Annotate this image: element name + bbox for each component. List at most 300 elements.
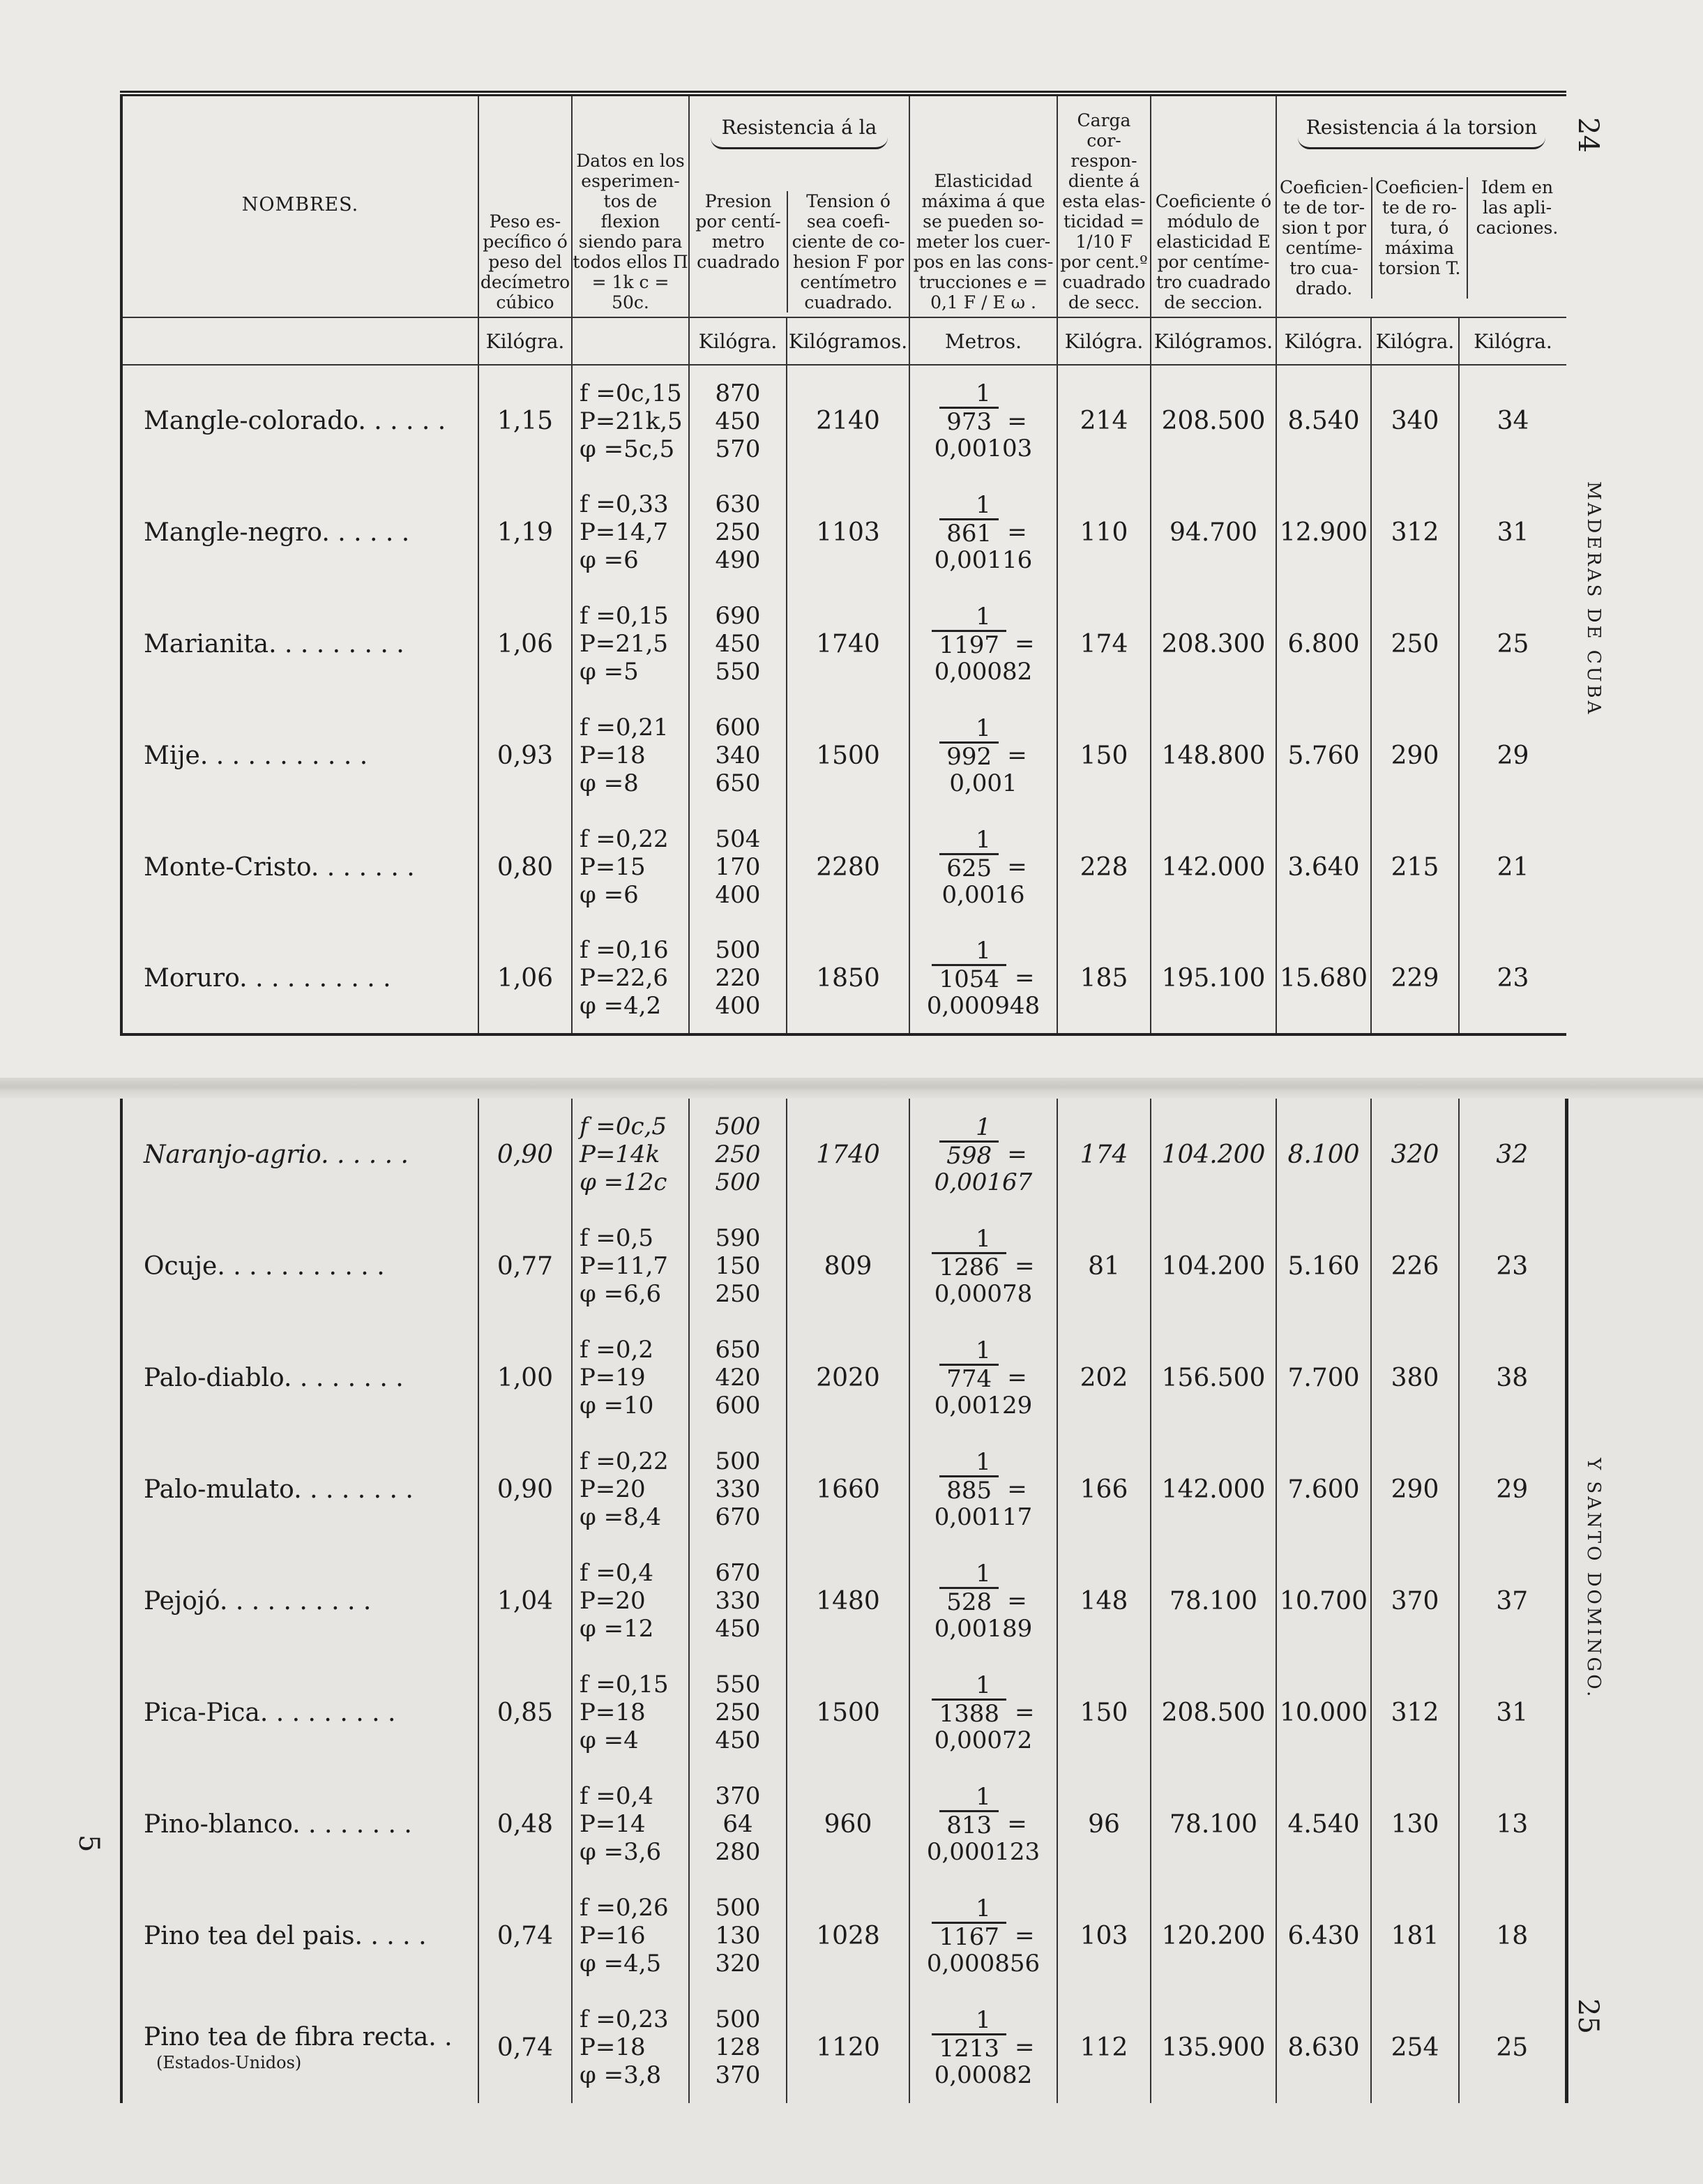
elasticidad-decimal: 0,000856 <box>926 1949 1040 1978</box>
wood-name <box>121 1322 478 1433</box>
presion-1: 670 <box>715 1559 761 1587</box>
presion-3: 450 <box>715 1726 761 1754</box>
coef-rotura: 130 <box>1371 1768 1459 1880</box>
presion-1: 650 <box>715 1336 761 1364</box>
elasticidad-decimal: 0,001 <box>949 769 1017 797</box>
modulo-elasticidad: 142.000 <box>1151 811 1276 923</box>
flecha-f: f =0,2 <box>580 1336 653 1364</box>
flecha-f: f =0,33 <box>580 490 669 518</box>
presion-3: 570 <box>715 435 761 463</box>
presion-values <box>689 1433 787 1545</box>
idem-aplicaciones: 23 <box>1459 923 1566 1034</box>
flecha-f: f =0,16 <box>580 936 669 964</box>
frac-denominator: 774 <box>939 1364 999 1392</box>
carga-p: P=14 <box>580 1810 646 1838</box>
header-peso: Peso específico ó peso del decímetro cúbico <box>478 93 572 317</box>
presion-values <box>689 1322 787 1433</box>
equals-sign: = <box>1007 1587 1027 1615</box>
tension: 960 <box>787 1768 909 1880</box>
wood-name-text: Mangle-negro. . . . . . <box>144 518 410 547</box>
wood-name <box>121 365 478 476</box>
flecha-phi: φ =10 <box>580 1392 654 1419</box>
coef-rotura: 380 <box>1371 1322 1459 1433</box>
unit-presion: Kilógra. <box>689 317 787 365</box>
presion-2: 330 <box>715 1587 761 1615</box>
coef-torsion: 5.760 <box>1276 700 1371 811</box>
elasticidad <box>909 1322 1057 1433</box>
running-title-top: MADERAS DE CUBA <box>1583 481 1604 717</box>
presion-2: 128 <box>715 2033 761 2061</box>
carga: 81 <box>1057 1210 1151 1322</box>
presion-2: 450 <box>715 630 761 658</box>
table-body-bottom <box>121 1099 1566 2103</box>
table-row <box>121 1657 1566 1768</box>
frac-numerator: 1 <box>976 936 991 965</box>
presion-3: 500 <box>715 1168 761 1196</box>
datos-flexion <box>572 1657 689 1768</box>
coef-torsion: 10.000 <box>1276 1657 1371 1768</box>
frac-denominator: 1388 <box>932 1699 1006 1727</box>
table-row <box>121 1322 1566 1433</box>
flecha-phi: φ =5 <box>580 658 639 686</box>
tension: 1740 <box>787 1099 909 1210</box>
modulo-elasticidad: 104.200 <box>1151 1099 1276 1210</box>
elasticidad-decimal: 0,000948 <box>926 991 1040 1020</box>
flecha-f: f =0,4 <box>580 1782 653 1810</box>
datos-flexion <box>572 1099 689 1210</box>
carga: 150 <box>1057 1657 1151 1768</box>
elasticidad <box>909 1880 1057 1991</box>
idem-aplicaciones: 38 <box>1459 1322 1566 1433</box>
coef-torsion: 5.160 <box>1276 1210 1371 1322</box>
tension: 809 <box>787 1210 909 1322</box>
presion-1: 600 <box>715 714 761 741</box>
elasticidad <box>909 923 1057 1034</box>
flecha-phi: φ =6 <box>580 546 639 574</box>
carga-p: P=20 <box>580 1475 646 1503</box>
equals-sign: = <box>1007 741 1027 769</box>
peso-especifico: 1,06 <box>478 923 572 1034</box>
presion-values <box>689 1880 787 1991</box>
equals-sign: = <box>1015 630 1035 658</box>
tension: 2140 <box>787 365 909 476</box>
presion-2: 340 <box>715 741 761 769</box>
flecha-phi: φ =12c <box>580 1168 667 1196</box>
wood-name-text: Pino tea del pais. . . . . <box>144 1921 427 1950</box>
elasticidad-decimal: 0,00116 <box>934 545 1033 574</box>
elasticidad-decimal: 0,00129 <box>934 1391 1033 1419</box>
carga-p: P=16 <box>580 1922 646 1950</box>
flecha-phi: φ =4,5 <box>580 1950 662 1978</box>
wood-name-text: Pejojó. . . . . . . . . . <box>144 1586 372 1616</box>
coef-torsion: 4.540 <box>1276 1768 1371 1880</box>
peso-especifico: 1,15 <box>478 365 572 476</box>
presion-3: 550 <box>715 658 761 686</box>
header-resistencia <box>689 93 909 317</box>
datos-flexion <box>572 476 689 588</box>
coef-rotura: 340 <box>1371 365 1459 476</box>
frac-numerator: 1 <box>976 1894 991 1922</box>
carga-p: P=18 <box>580 741 646 769</box>
peso-especifico: 1,04 <box>478 1545 572 1657</box>
table-row <box>121 365 1566 476</box>
presion-1: 500 <box>715 1113 761 1140</box>
modulo-elasticidad: 78.100 <box>1151 1768 1276 1880</box>
modulo-elasticidad: 156.500 <box>1151 1322 1276 1433</box>
unit-carga: Kilógra. <box>1057 317 1151 365</box>
header-nombres: NOMBRES. <box>241 193 359 216</box>
table-body-top <box>121 365 1566 1034</box>
idem-aplicaciones: 34 <box>1459 365 1566 476</box>
wood-name <box>121 588 478 700</box>
carga: 202 <box>1057 1322 1151 1433</box>
wood-name <box>121 811 478 923</box>
idem-aplicaciones: 37 <box>1459 1545 1566 1657</box>
flecha-phi: φ =5c,5 <box>580 435 675 463</box>
coef-rotura: 370 <box>1371 1545 1459 1657</box>
presion-1: 500 <box>715 1447 761 1475</box>
frac-denominator: 1054 <box>932 964 1006 993</box>
wood-name-text: Palo-diablo. . . . . . . . <box>144 1363 404 1392</box>
flecha-phi: φ =8 <box>580 769 639 797</box>
datos-flexion <box>572 365 689 476</box>
elasticidad-decimal: 0,000123 <box>926 1837 1040 1866</box>
tension: 1850 <box>787 923 909 1034</box>
presion-2: 250 <box>715 1699 761 1726</box>
presion-values <box>689 1991 787 2103</box>
equals-sign: = <box>1007 1810 1027 1838</box>
equals-sign: = <box>1007 407 1027 435</box>
carga-p: P=18 <box>580 2033 646 2061</box>
carga: 112 <box>1057 1991 1151 2103</box>
table-row <box>121 700 1566 811</box>
coef-rotura: 320 <box>1371 1099 1459 1210</box>
elasticidad-decimal: 0,00167 <box>934 1168 1033 1196</box>
frac-denominator: 1197 <box>932 630 1006 658</box>
wood-name-text: Ocuje. . . . . . . . . . . <box>144 1251 385 1281</box>
frac-denominator: 813 <box>939 1810 999 1839</box>
elasticidad <box>909 1545 1057 1657</box>
carga: 174 <box>1057 1099 1151 1210</box>
unit-datos <box>572 317 689 365</box>
carga: 185 <box>1057 923 1151 1034</box>
header-tension: Tension ó sea coeficiente de cohesion F por centímetro cuadrado. <box>787 191 909 312</box>
coef-rotura: 290 <box>1371 1433 1459 1545</box>
wood-name <box>121 1768 478 1880</box>
coef-torsion: 8.100 <box>1276 1099 1371 1210</box>
wood-name-text: Pino tea de fibra recta. . <box>144 2022 453 2051</box>
equals-sign: = <box>1007 1364 1027 1392</box>
table-row <box>121 1433 1566 1545</box>
frac-denominator: 1213 <box>932 2033 1006 2062</box>
header-presion: Presion por centímetro cuadrado <box>695 191 781 272</box>
table-row <box>121 1991 1566 2103</box>
datos-flexion <box>572 1545 689 1657</box>
carga-p: P=15 <box>580 853 646 881</box>
wood-name-text: Pino-blanco. . . . . . . . <box>144 1809 412 1839</box>
header-torsion <box>1276 93 1566 317</box>
peso-especifico: 0,90 <box>478 1099 572 1210</box>
flecha-phi: φ =3,8 <box>580 2061 662 2089</box>
presion-1: 630 <box>715 490 761 518</box>
brace-torsion <box>1298 137 1545 149</box>
elasticidad <box>909 1433 1057 1545</box>
presion-3: 320 <box>715 1950 761 1978</box>
presion-3: 490 <box>715 546 761 574</box>
flecha-f: f =0,21 <box>580 714 669 741</box>
presion-3: 400 <box>715 992 761 1020</box>
unit-tension: Kilógramos. <box>787 317 909 365</box>
presion-3: 280 <box>715 1838 761 1866</box>
elasticidad-decimal: 0,0016 <box>941 880 1025 909</box>
wood-name <box>121 1880 478 1991</box>
wood-name <box>121 1545 478 1657</box>
presion-3: 600 <box>715 1392 761 1419</box>
datos-flexion <box>572 700 689 811</box>
table-row <box>121 588 1566 700</box>
equals-sign: = <box>1015 964 1035 992</box>
modulo-elasticidad: 142.000 <box>1151 1433 1276 1545</box>
unit-peso: Kilógra. <box>478 317 572 365</box>
table-row <box>121 476 1566 588</box>
coef-torsion: 6.430 <box>1276 1880 1371 1991</box>
frac-numerator: 1 <box>976 2005 991 2034</box>
wood-table-top <box>120 91 1566 1036</box>
modulo-elasticidad: 120.200 <box>1151 1880 1276 1991</box>
unit-coef-elasticidad: Kilógramos. <box>1151 317 1276 365</box>
wood-name-text: Monte-Cristo. . . . . . . <box>144 852 415 882</box>
wood-origin: (Estados-Unidos) <box>156 2052 302 2072</box>
flecha-phi: φ =4 <box>580 1726 639 1754</box>
elasticidad <box>909 476 1057 588</box>
elasticidad <box>909 588 1057 700</box>
idem-aplicaciones: 32 <box>1459 1099 1566 1210</box>
elasticidad <box>909 365 1057 476</box>
datos-flexion <box>572 923 689 1034</box>
presion-2: 170 <box>715 853 761 881</box>
equals-sign: = <box>1015 1699 1035 1726</box>
idem-aplicaciones: 18 <box>1459 1880 1566 1991</box>
frac-numerator: 1 <box>976 825 991 854</box>
carga: 96 <box>1057 1768 1151 1880</box>
flecha-f: f =0,15 <box>580 602 669 630</box>
carga-p: P=11,7 <box>580 1252 669 1280</box>
table-row <box>121 1099 1566 1210</box>
modulo-elasticidad: 208.500 <box>1151 1657 1276 1768</box>
tension: 1103 <box>787 476 909 588</box>
wood-name-text: Marianita. . . . . . . . . <box>144 629 404 658</box>
peso-especifico: 0,77 <box>478 1210 572 1322</box>
presion-values <box>689 923 787 1034</box>
wood-name <box>121 700 478 811</box>
frac-denominator: 598 <box>939 1140 999 1169</box>
carga: 103 <box>1057 1880 1151 1991</box>
frac-denominator: 1167 <box>932 1922 1006 1950</box>
equals-sign: = <box>1015 1252 1035 1280</box>
presion-2: 250 <box>715 518 761 546</box>
units-row <box>121 317 1566 365</box>
wood-name-text: Pica-Pica. . . . . . . . . <box>144 1698 396 1727</box>
presion-1: 500 <box>715 2005 761 2033</box>
frac-numerator: 1 <box>976 1782 991 1811</box>
presion-1: 500 <box>715 936 761 964</box>
page-fold <box>0 1078 1703 1099</box>
presion-1: 370 <box>715 1782 761 1810</box>
frac-numerator: 1 <box>976 1336 991 1364</box>
presion-1: 870 <box>715 379 761 407</box>
header-coef-elasticidad: Coeficiente ó módulo de elasticidad E por centímetro cuadrado de seccion. <box>1151 93 1276 317</box>
datos-flexion <box>572 1768 689 1880</box>
presion-1: 690 <box>715 602 761 630</box>
flecha-f: f =0c,5 <box>580 1113 667 1140</box>
wood-name-text: Palo-mulato. . . . . . . . <box>144 1475 414 1504</box>
tension: 1740 <box>787 588 909 700</box>
carga-p: P=14k <box>580 1140 660 1168</box>
elasticidad-decimal: 0,00117 <box>934 1503 1033 1531</box>
carga: 148 <box>1057 1545 1151 1657</box>
datos-flexion <box>572 1322 689 1433</box>
unit-coef-rotura: Kilógra. <box>1371 317 1459 365</box>
tension: 1028 <box>787 1880 909 1991</box>
header-resistencia-title: Resistencia á la <box>721 116 877 139</box>
peso-especifico: 0,74 <box>478 1991 572 2103</box>
flecha-f: f =0,4 <box>580 1559 653 1587</box>
datos-flexion <box>572 1433 689 1545</box>
peso-especifico: 1,06 <box>478 588 572 700</box>
coef-rotura: 312 <box>1371 476 1459 588</box>
datos-flexion <box>572 1880 689 1991</box>
page-number-top: 24 <box>1572 117 1604 153</box>
wood-name <box>121 1210 478 1322</box>
datos-flexion <box>572 1991 689 2103</box>
presion-3: 650 <box>715 769 761 797</box>
flecha-f: f =0c,15 <box>580 379 682 407</box>
idem-aplicaciones: 23 <box>1459 1210 1566 1322</box>
coef-torsion: 15.680 <box>1276 923 1371 1034</box>
margin-number: 5 <box>73 1835 105 1853</box>
table-row <box>121 1210 1566 1322</box>
carga-p: P=18 <box>580 1699 646 1726</box>
frac-denominator: 992 <box>939 741 999 770</box>
coef-rotura: 250 <box>1371 588 1459 700</box>
modulo-elasticidad: 195.100 <box>1151 923 1276 1034</box>
carga-p: P=22,6 <box>580 964 669 992</box>
carga-p: P=21k,5 <box>580 407 683 435</box>
datos-flexion <box>572 588 689 700</box>
frac-denominator: 625 <box>939 853 999 882</box>
tension: 2020 <box>787 1322 909 1433</box>
presion-3: 670 <box>715 1503 761 1531</box>
presion-values <box>689 700 787 811</box>
header-carga: Carga correspondiente á esta elasticidad = 1/10 F por cent.º cuadrado de secc. <box>1057 93 1151 317</box>
coef-rotura: 254 <box>1371 1991 1459 2103</box>
frac-denominator: 861 <box>939 518 999 547</box>
presion-3: 370 <box>715 2061 761 2089</box>
header-datos: Datos en los esperimentos de flexion siendo para todos ellos Π = 1k c = 50c. <box>572 93 689 317</box>
idem-aplicaciones: 25 <box>1459 588 1566 700</box>
carga: 214 <box>1057 365 1151 476</box>
presion-3: 400 <box>715 881 761 909</box>
elasticidad-decimal: 0,00103 <box>934 435 1033 462</box>
elasticidad <box>909 1210 1057 1322</box>
elasticidad-decimal: 0,00078 <box>934 1279 1033 1308</box>
frac-denominator: 885 <box>939 1475 999 1504</box>
coef-rotura: 229 <box>1371 923 1459 1034</box>
idem-aplicaciones: 21 <box>1459 811 1566 923</box>
flecha-phi: φ =3,6 <box>580 1838 662 1866</box>
presion-2: 130 <box>715 1922 761 1950</box>
peso-especifico: 0,90 <box>478 1433 572 1545</box>
header-coef-torsion: Coeficiente de torsion t por centímetro cuadrado. <box>1280 177 1368 299</box>
flecha-phi: φ =12 <box>580 1615 654 1643</box>
modulo-elasticidad: 148.800 <box>1151 700 1276 811</box>
unit-coef-torsion: Kilógra. <box>1276 317 1371 365</box>
coef-rotura: 215 <box>1371 811 1459 923</box>
elasticidad <box>909 700 1057 811</box>
presion-2: 450 <box>715 407 761 435</box>
peso-especifico: 1,00 <box>478 1322 572 1433</box>
modulo-elasticidad: 104.200 <box>1151 1210 1276 1322</box>
coef-rotura: 312 <box>1371 1657 1459 1768</box>
tension: 1500 <box>787 700 909 811</box>
unit-blank <box>121 317 478 365</box>
coef-torsion: 10.700 <box>1276 1545 1371 1657</box>
frac-denominator: 528 <box>939 1587 999 1616</box>
coef-torsion: 6.800 <box>1276 588 1371 700</box>
page-number-bottom: 25 <box>1572 1998 1604 2034</box>
coef-torsion: 12.900 <box>1276 476 1371 588</box>
equals-sign: = <box>1007 1475 1027 1503</box>
carga: 150 <box>1057 700 1151 811</box>
peso-especifico: 0,93 <box>478 700 572 811</box>
presion-2: 250 <box>715 1140 761 1168</box>
modulo-elasticidad: 208.300 <box>1151 588 1276 700</box>
presion-2: 420 <box>715 1364 761 1392</box>
presion-1: 550 <box>715 1671 761 1699</box>
frac-numerator: 1 <box>976 1559 991 1588</box>
wood-table-bottom <box>120 1099 1568 2103</box>
table-row <box>121 1545 1566 1657</box>
presion-values <box>689 1768 787 1880</box>
brace-resistencia <box>711 137 888 149</box>
frac-numerator: 1 <box>976 602 991 631</box>
tension: 2280 <box>787 811 909 923</box>
coef-torsion: 7.700 <box>1276 1322 1371 1433</box>
presion-2: 64 <box>722 1810 753 1838</box>
wood-name <box>121 1433 478 1545</box>
presion-values <box>689 476 787 588</box>
wood-name <box>121 1657 478 1768</box>
carga: 110 <box>1057 476 1151 588</box>
peso-especifico: 0,85 <box>478 1657 572 1768</box>
tension: 1480 <box>787 1545 909 1657</box>
elasticidad <box>909 1991 1057 2103</box>
frac-numerator: 1 <box>976 1447 991 1476</box>
unit-idem: Kilógra. <box>1459 317 1566 365</box>
header-elasticidad: Elasticidad máxima á que se pueden someter los cuerpos en las construcciones e = 0,1 F / E ω . <box>909 93 1057 317</box>
frac-numerator: 1 <box>976 490 991 519</box>
coef-rotura: 181 <box>1371 1880 1459 1991</box>
flecha-phi: φ =6 <box>580 881 639 909</box>
frac-numerator: 1 <box>976 1224 991 1253</box>
modulo-elasticidad: 208.500 <box>1151 365 1276 476</box>
idem-aplicaciones: 29 <box>1459 1433 1566 1545</box>
table-row <box>121 923 1566 1034</box>
unit-elasticidad: Metros. <box>909 317 1057 365</box>
frac-numerator: 1 <box>976 714 991 742</box>
flecha-f: f =0,15 <box>580 1671 669 1699</box>
wood-name-text: Mije. . . . . . . . . . . <box>144 741 368 770</box>
